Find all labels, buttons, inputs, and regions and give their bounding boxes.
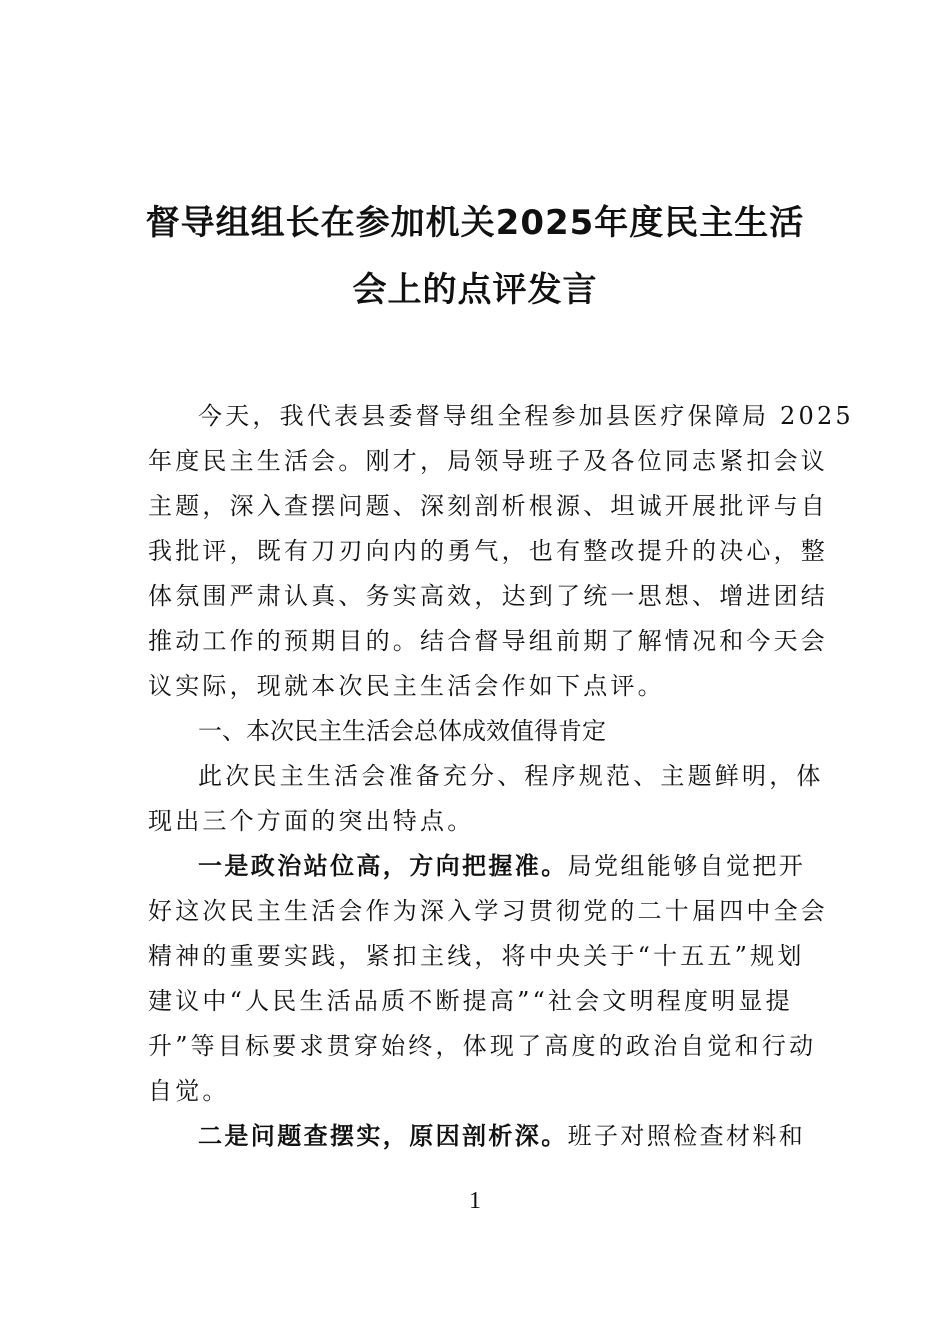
document-title-line-1: 督导组组长在参加机关2025年度民主生活: [145, 203, 805, 243]
paragraph-2-line-1: 此次民主生活会准备充分、程序规范、主题鲜明，体: [198, 762, 824, 790]
paragraph-1-line-2: 年度民主生活会。刚才，局领导班子及各位同志紧扣会议: [148, 447, 828, 475]
section-1-heading: 一、本次民主生活会总体成效值得肯定: [198, 717, 606, 745]
point-1-line-3: 精神的重要实践，紧扣主线，将中央关于“十五五”规划: [148, 942, 805, 970]
paragraph-1-line-7: 议实际，现就本次民主生活会作如下点评。: [148, 672, 665, 700]
point-1-line-1: [148, 844, 808, 889]
point-2-text: 班子对照检查材料和: [567, 1122, 806, 1150]
point-1-line-5: 升”等目标要求贯穿始终，体现了高度的政治自觉和行动: [148, 1032, 817, 1060]
document-title-line-2: 会上的点评发言: [352, 270, 598, 310]
point-1-lead: 一是政治站位高，方向把握准。: [198, 852, 568, 880]
point-1-line-6: 自觉。: [148, 1077, 230, 1105]
paragraph-1-line-6: 推动工作的预期目的。结合督导组前期了解情况和今天会: [148, 627, 828, 655]
paragraph-1-line-1: 今天，我代表县委督导组全程参加县医疗保障局 2025: [198, 402, 854, 430]
point-2-lead: 二是问题查摆实，原因剖析深。: [198, 1122, 568, 1150]
point-1-text: 局党组能够自觉把开: [567, 852, 806, 880]
paragraph-1-line-5: 体氛围严肃认真、务实高效，达到了统一思想、增进团结: [148, 582, 828, 610]
point-2-line-1: [148, 1114, 808, 1159]
document-body: [148, 394, 854, 1159]
paragraph-1-line-3: 主题，深入查摆问题、深刻剖析根源、坦诚开展批评与自: [148, 492, 828, 520]
point-1-line-2: 好这次民主生活会作为深入学习贯彻党的二十届四中全会: [148, 897, 828, 925]
paragraph-2-line-2: 现出三个方面的突出特点。: [148, 807, 475, 835]
point-1-line-4: 建议中“人民生活品质不断提高”“社会文明程度明显提: [148, 987, 793, 1015]
paragraph-1-line-4: 我批评，既有刀刃向内的勇气，也有整改提升的决心，整: [148, 537, 828, 565]
page-number: 1: [469, 1188, 481, 1214]
